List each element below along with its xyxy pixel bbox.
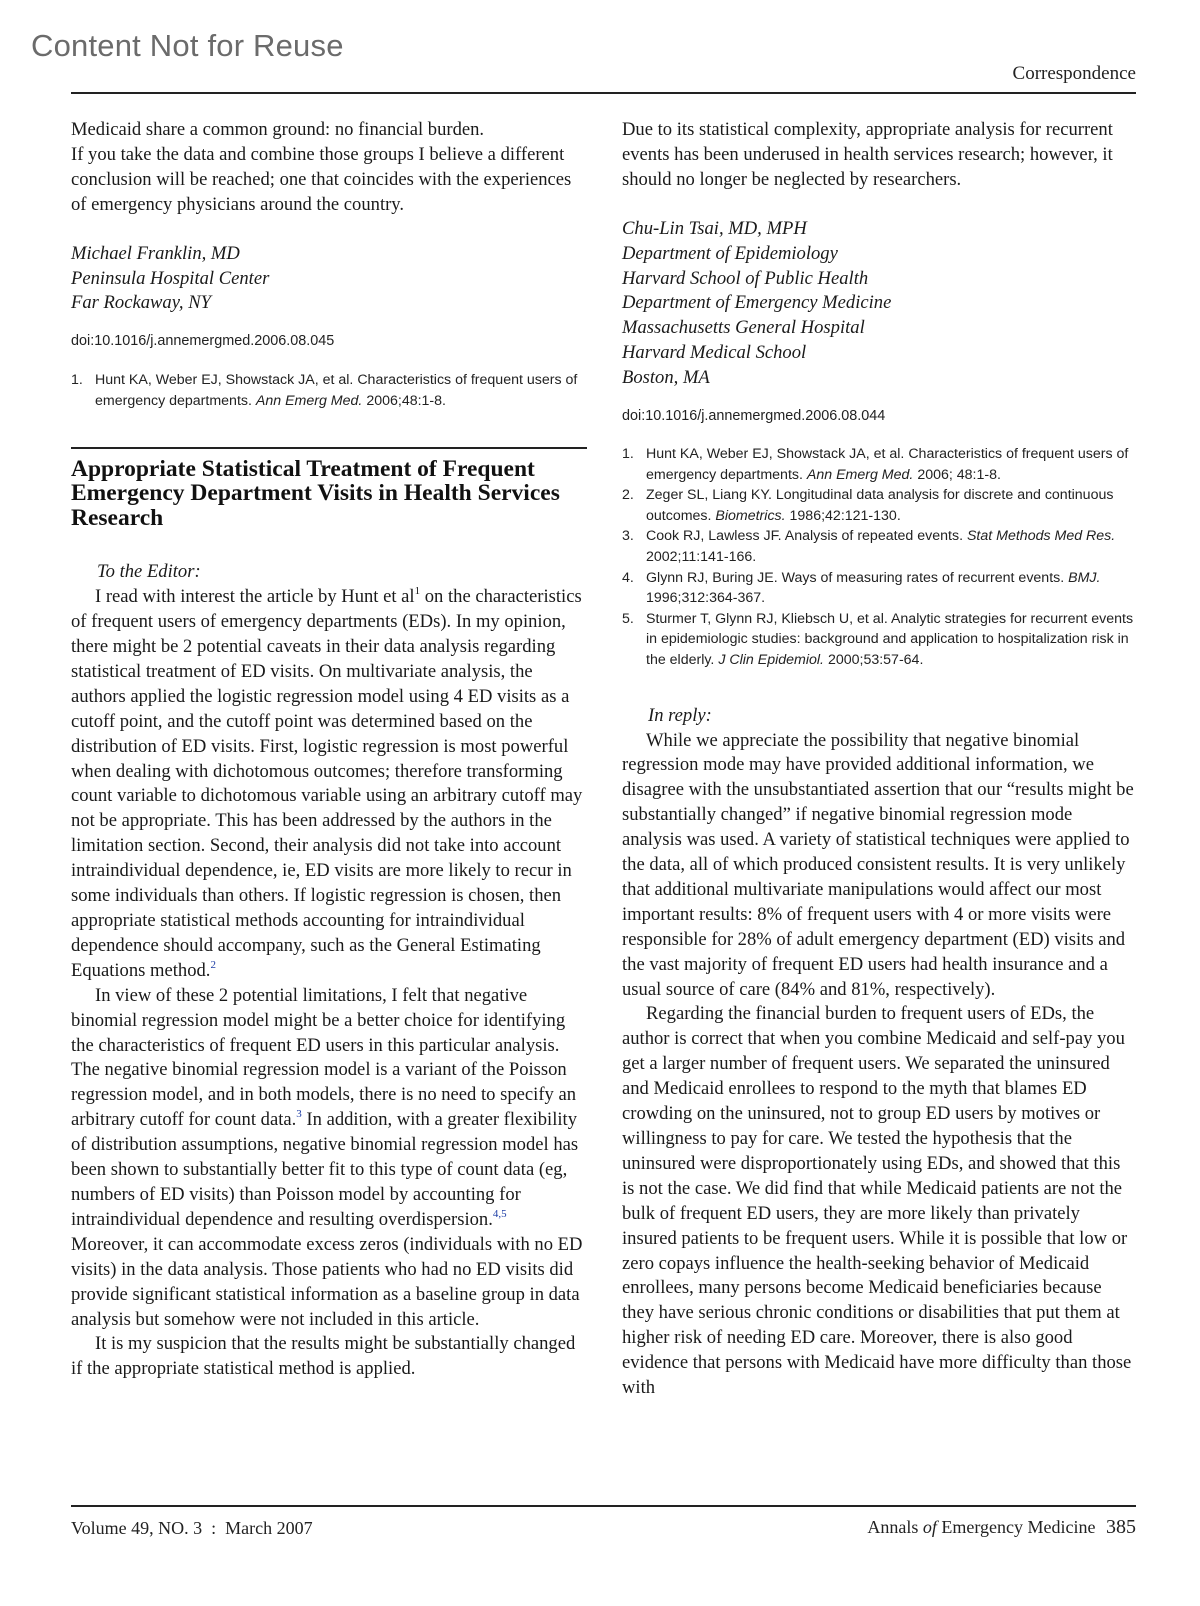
salutation: To the Editor:	[97, 561, 201, 583]
reference-item: 5. Sturmer T, Glynn RJ, Kliebsch U, et al. Analytic strategies for recurrent events in epidemiologic studies: background and application to hospitalization risk in the elderly. J Clin Epidemiol. 2000;53:57-64.	[622, 610, 1134, 668]
signature-location: Boston, MA	[622, 367, 710, 389]
signature-affiliation: Harvard Medical School	[622, 342, 807, 364]
letter-closing-paragraph: Due to its statistical complexity, appropriate analysis for recurrent events has been underused in health services research; however, it should no longer be neglected by researchers.	[622, 119, 1113, 190]
signature-affiliation: Department of Emergency Medicine	[622, 292, 892, 314]
reply-paragraph: Regarding the financial burden to frequent users of EDs, the author is correct that when you combine Medicaid and self-pay you get a larger number of frequent users. We separated the uninsured and Medicaid enrollees to respond to the myth that blames ED crowding on the uninsured, not to group ED users by motives or willingness to pay for care. We tested the hypothesis that the uninsured were disproportionately using EDs, and showed that this is not the case. We did find that while Medicaid patients are not the bulk of frequent ED users, they are more likely than privately insured patients to be frequent users. While it is possible that low or zero copays influence the health-seeking behavior of Medicaid enrollees, many persons become Medicaid beneficiaries because they have serious chronic conditions or disabilities that put them at higher risk of needing ED care. Moreover, there is also good evidence that persons with Medicaid have more difficulty than those with	[622, 1003, 1132, 1399]
reference-list	[71, 370, 587, 411]
left-column	[71, 118, 587, 1382]
article-title: Appropriate Statistical Treatment of Frequent Emergency Department Visits in Health Services Research	[71, 455, 560, 531]
doi: doi:10.1016/j.annemergmed.2006.08.044	[622, 408, 886, 425]
reference-item: 1. Hunt KA, Weber EJ, Showstack JA, et al. Characteristics of frequent users of emergency departments. Ann Emerg Med. 2006;48:1-8.	[71, 372, 578, 409]
letter-continuation-line: Medicaid share a common ground: no financial burden.	[71, 119, 485, 140]
reply-salutation: In reply:	[648, 704, 712, 726]
journal-name-rest: Emergency Medicine	[941, 1517, 1096, 1537]
reply-paragraph: While we appreciate the possibility that negative binomial regression mode may have provided additional information, we disagree with the unsubstantiated assertion that our “results might be substantially changed” if negative binomial regression mode analysis was used. A variety of statistical techniques were applied to the data, all of which produced consistent results. It is very unlikely that additional multivariate manipulations would affect our most important results: 8% of frequent users with 4 or more visits were responsible for 28% of adult emergency department (ED) visits and the vast majority of frequent ED users had health insurance and a usual source of care (84% and 81%, respectively).	[622, 729, 1134, 1000]
watermark: Content Not for Reuse	[31, 28, 344, 63]
reference-item: 2. Zeger SL, Liang KY. Longitudinal data analysis for discrete and continuous outcomes. Biometrics. 1986;42:121-130.	[622, 487, 1114, 524]
reference-item: 4. Glynn RJ, Buring JE. Ways of measuring rates of recurrent events. BMJ. 1996;312:364-367.	[622, 569, 1101, 607]
body-paragraph: I read with interest the article by Hunt et $al^1$ on the characteristics of frequent users of emergency departments (EDs). In my opinion, there might be 2 potential caveats in their data analysis regarding statistical treatment of ED visits. On multivariate analysis, the authors applied the logistic regression model using 4 ED visits as a cutoff point, and the cutoff point was determined based on the distribution of ED visits. First, logistic regression is most powerful when dealing with dichotomous outcomes; therefore transforming count variable to dichotomous variable using an arbitrary cutoff may not be appropriate. This has been addressed by the authors in the limitation section. Second, their analysis did not take into account intraindividual dependence, ie, ED visits are more likely to recur in some individuals than others. If logistic regression is chosen, then appropriate statistical methods accounting for intraindividual dependence should accompany, such as the General Estimating Equations method.$^2$	[71, 585, 583, 981]
signature-affiliation: Harvard School of Public Health	[622, 267, 869, 289]
doi: doi:10.1016/j.annemergmed.2006.08.045	[71, 333, 335, 350]
body-paragraph: In view of these 2 potential limitations, I felt that negative binomial regression model might be a better choice for identifying the characteristics of frequent ED users in this particular analysis. The negative binomial regression model is a variant of the Poisson regression model, and in both models, there is no need to specify an arbitrary cutoff for count data.$^3$ In addition, with a greater flexibility of distribution assumptions, negative binomial regression model has been shown to substantially better fit to this type of count data (eg, numbers of ED visits) than Poisson model by accounting for intraindividual dependence and resulting overdispersion.$^{4,5}$ Moreover, it can accommodate excess zeros (individuals with no ED visits) in the data analysis. Those patients who had no ED visits did provide significant statistical information as a baseline group in data analysis but somehow were not included in this article.	[71, 984, 583, 1330]
journal-name: Annals	[867, 1517, 919, 1537]
signature-affiliation: Peninsula Hospital Center	[71, 267, 270, 289]
reference-item: 1. Hunt KA, Weber EJ, Showstack JA, et al. Characteristics of frequent users of emergency departments. Ann Emerg Med. 2006; 48:1-8.	[622, 446, 1129, 483]
signature-affiliation: Massachusetts General Hospital	[622, 317, 865, 339]
signature-name: Michael Franklin, MD	[71, 242, 240, 264]
header-rule	[71, 92, 1136, 94]
reference-item: 3. Cook RJ, Lawless JF. Analysis of repeated events. Stat Methods Med Res. 2002;11:141-166.	[622, 528, 1116, 566]
right-column	[622, 118, 1136, 1401]
journal-footer	[867, 1516, 1136, 1539]
reference-list	[622, 444, 1136, 671]
signature-affiliation: Department of Epidemiology	[622, 242, 838, 264]
journal-name-of: of	[922, 1517, 937, 1537]
volume-info: Volume 49, NO. 3 : March 2007	[71, 1518, 313, 1538]
signature-name: Chu-Lin Tsai, MD, MPH	[622, 217, 807, 239]
letter-continuation-text: If you take the data and combine those groups I believe a different conclusion will be reached; one that coincides with the experiences of emergency physicians around the country.	[71, 143, 572, 215]
body-paragraph: It is my suspicion that the results might be substantially changed if the appropriate statistical method is applied.	[71, 1333, 576, 1380]
page-number: 385	[1106, 1516, 1136, 1538]
footer-rule	[71, 1505, 1136, 1507]
signature-location: Far Rockaway, NY	[71, 292, 211, 314]
section-label: Correspondence	[1012, 63, 1136, 84]
